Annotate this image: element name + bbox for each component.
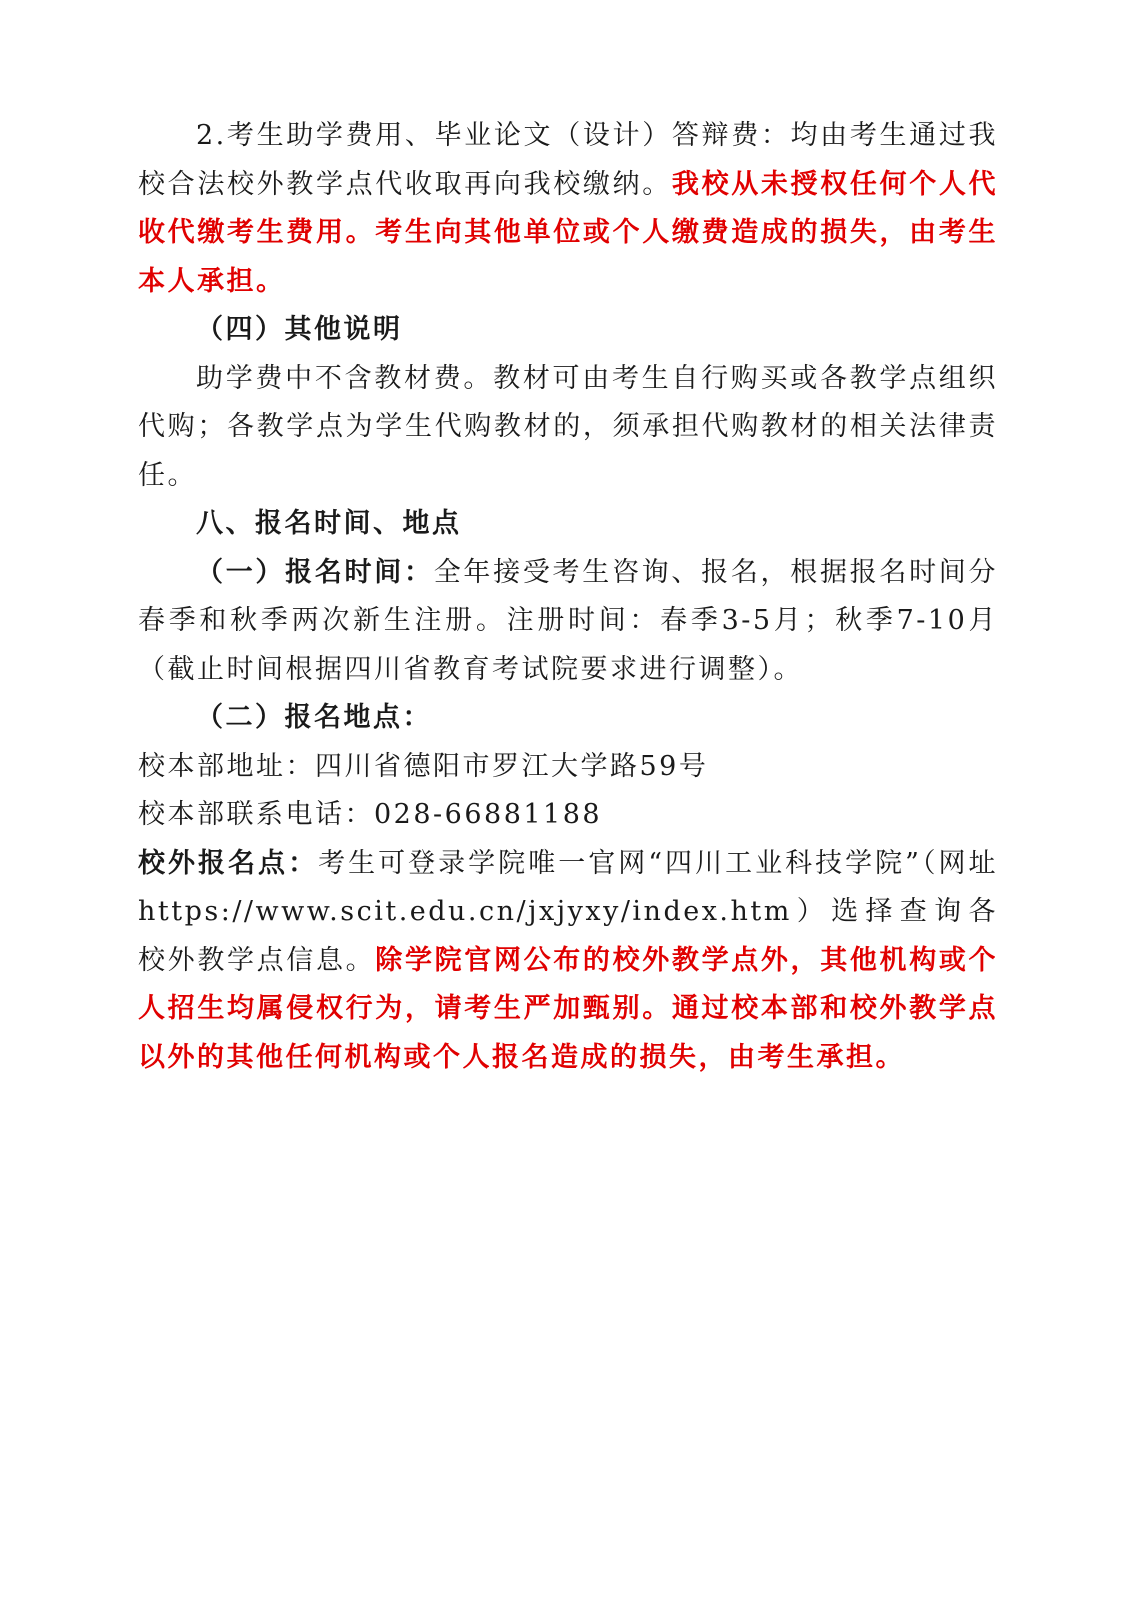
paragraph-outside-registration [138, 840, 998, 1083]
paragraph-registration-time [138, 549, 998, 695]
fees-text: 2.考生助学费用、毕业论文（设计）答辩费：均由考生通过我校合法校外教学点代收取再向我校缴纳。 [138, 120, 998, 200]
paragraph-fees [138, 112, 998, 306]
outside-registration-text: 考生可登录学院唯一官网“四川工业科技学院”（网址https://www.scit.edu.cn/jxjyxy/index.htm）选择查询各校外教学点信息。 [138, 847, 999, 976]
section-heading-registration: 八、报名时间、地点 [196, 508, 462, 539]
registration-place-label: （二）报名地点： [196, 702, 432, 733]
hq-address: 校本部地址：四川省德阳市罗江大学路59号 [138, 750, 709, 782]
paragraph-textbook: 助学费中不含教材费。教材可由考生自行购买或各教学点组织代购；各教学点为学生代购教材的，须承担代购教材的相关法律责任。 [138, 362, 998, 491]
document-page [138, 112, 998, 1082]
outside-registration-label: 校外报名点： [138, 847, 319, 879]
fees-warning: 我校从未授权任何个人代收代缴考生费用。考生向其他单位或个人缴费造成的损失，由考生本人承担。 [138, 168, 999, 297]
outside-registration-warning: 除学院官网公布的校外教学点外，其他机构或个人招生均属侵权行为，请考生严加甄别。通过校本部和校外教学点以外的其他任何机构或个人报名造成的损失，由考生承担。 [138, 944, 999, 1073]
hq-phone: 校本部联系电话：028-66881188 [138, 799, 603, 830]
registration-time-text: 全年接受考生咨询、报名，根据报名时间分春季和秋季两次新生注册。注册时间：春季3-5月；秋季7-10月（截止时间根据四川省教育考试院要求进行调整）。 [138, 556, 999, 685]
registration-time-label: （一）报名时间： [196, 556, 434, 588]
subheading-other-notes: （四）其他说明 [196, 314, 403, 345]
